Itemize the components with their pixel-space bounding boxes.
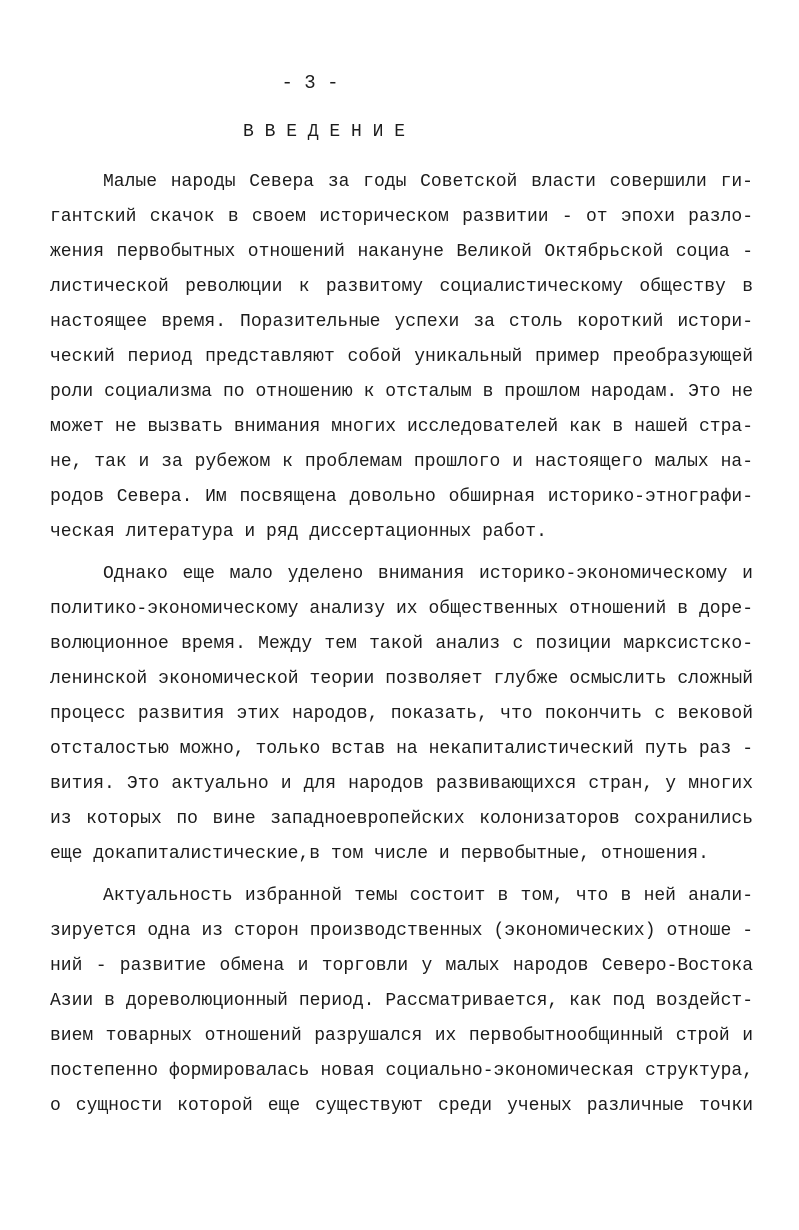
text-line: вием товарных отношений разрушался их первобытнообщинный строй и xyxy=(50,1026,753,1046)
text-line: постепенно формировалась новая социально-экономическая структура, xyxy=(50,1061,753,1081)
text-line: листической революции к развитому социалистическому обществу в xyxy=(50,277,753,297)
text-line: роли социализма по отношению к отсталым в прошлом народам. Это не xyxy=(50,382,753,402)
text-line: жения первобытных отношений накануне Великой Октябрьской социа - xyxy=(50,242,753,262)
text-line: волюционное время. Между тем такой анализ с позиции марксистско- xyxy=(50,634,753,654)
text-line: Малые народы Севера за годы Советской власти совершили ги- xyxy=(103,172,753,192)
document-body xyxy=(50,165,753,1124)
text-line: гантский скачок в своем историческом развитии - от эпохи разло- xyxy=(50,207,753,227)
paragraph xyxy=(50,879,753,1124)
paragraph xyxy=(50,165,753,550)
text-line: Однако еще мало уделено внимания историко-экономическому и xyxy=(103,564,753,584)
text-line: процесс развития этих народов, показать, что покончить с вековой xyxy=(50,704,753,724)
text-line: еще докапиталистические,в том числе и первобытные, отношения. xyxy=(50,844,709,864)
text-line: из которых по вине западноевропейских колонизаторов сохранились xyxy=(50,809,753,829)
text-line: Актуальность избранной темы состоит в том, что в ней анали- xyxy=(103,886,753,906)
text-line: настоящее время. Поразительные успехи за столь короткий истори- xyxy=(50,312,753,332)
text-line: вития. Это актуально и для народов развивающихся стран, у многих xyxy=(50,774,753,794)
section-heading: В В Е Д Е Н И Е xyxy=(242,122,406,142)
text-line: ческая литература и ряд диссертационных работ. xyxy=(50,522,547,542)
text-line: не, так и за рубежом к проблемам прошлого и настоящего малых на- xyxy=(50,452,753,472)
text-line: ленинской экономической теории позволяет глубже осмыслить сложный xyxy=(50,669,753,689)
text-line: Азии в дореволюционный период. Рассматривается, как под воздейст- xyxy=(50,991,753,1011)
text-line: о сущности которой еще существуют среди ученых различные точки xyxy=(50,1096,753,1116)
paragraph xyxy=(50,557,753,872)
text-line: политико-экономическому анализу их общественных отношений в доре- xyxy=(50,599,753,619)
text-line: ческий период представляют собой уникальный пример преобразующей xyxy=(50,347,753,367)
text-line: отсталостью можно, только встав на некапиталистический путь раз - xyxy=(50,739,753,759)
text-line: может не вызвать внимания многих исследователей как в нашей стра- xyxy=(50,417,753,437)
text-line: зируется одна из сторон производственных (экономических) отноше - xyxy=(50,921,753,941)
page-number: - 3 - xyxy=(281,72,339,94)
text-line: родов Севера. Им посвящена довольно обширная историко-этнографи- xyxy=(50,487,753,507)
text-line: ний - развитие обмена и торговли у малых народов Северо-Востока xyxy=(50,956,753,976)
